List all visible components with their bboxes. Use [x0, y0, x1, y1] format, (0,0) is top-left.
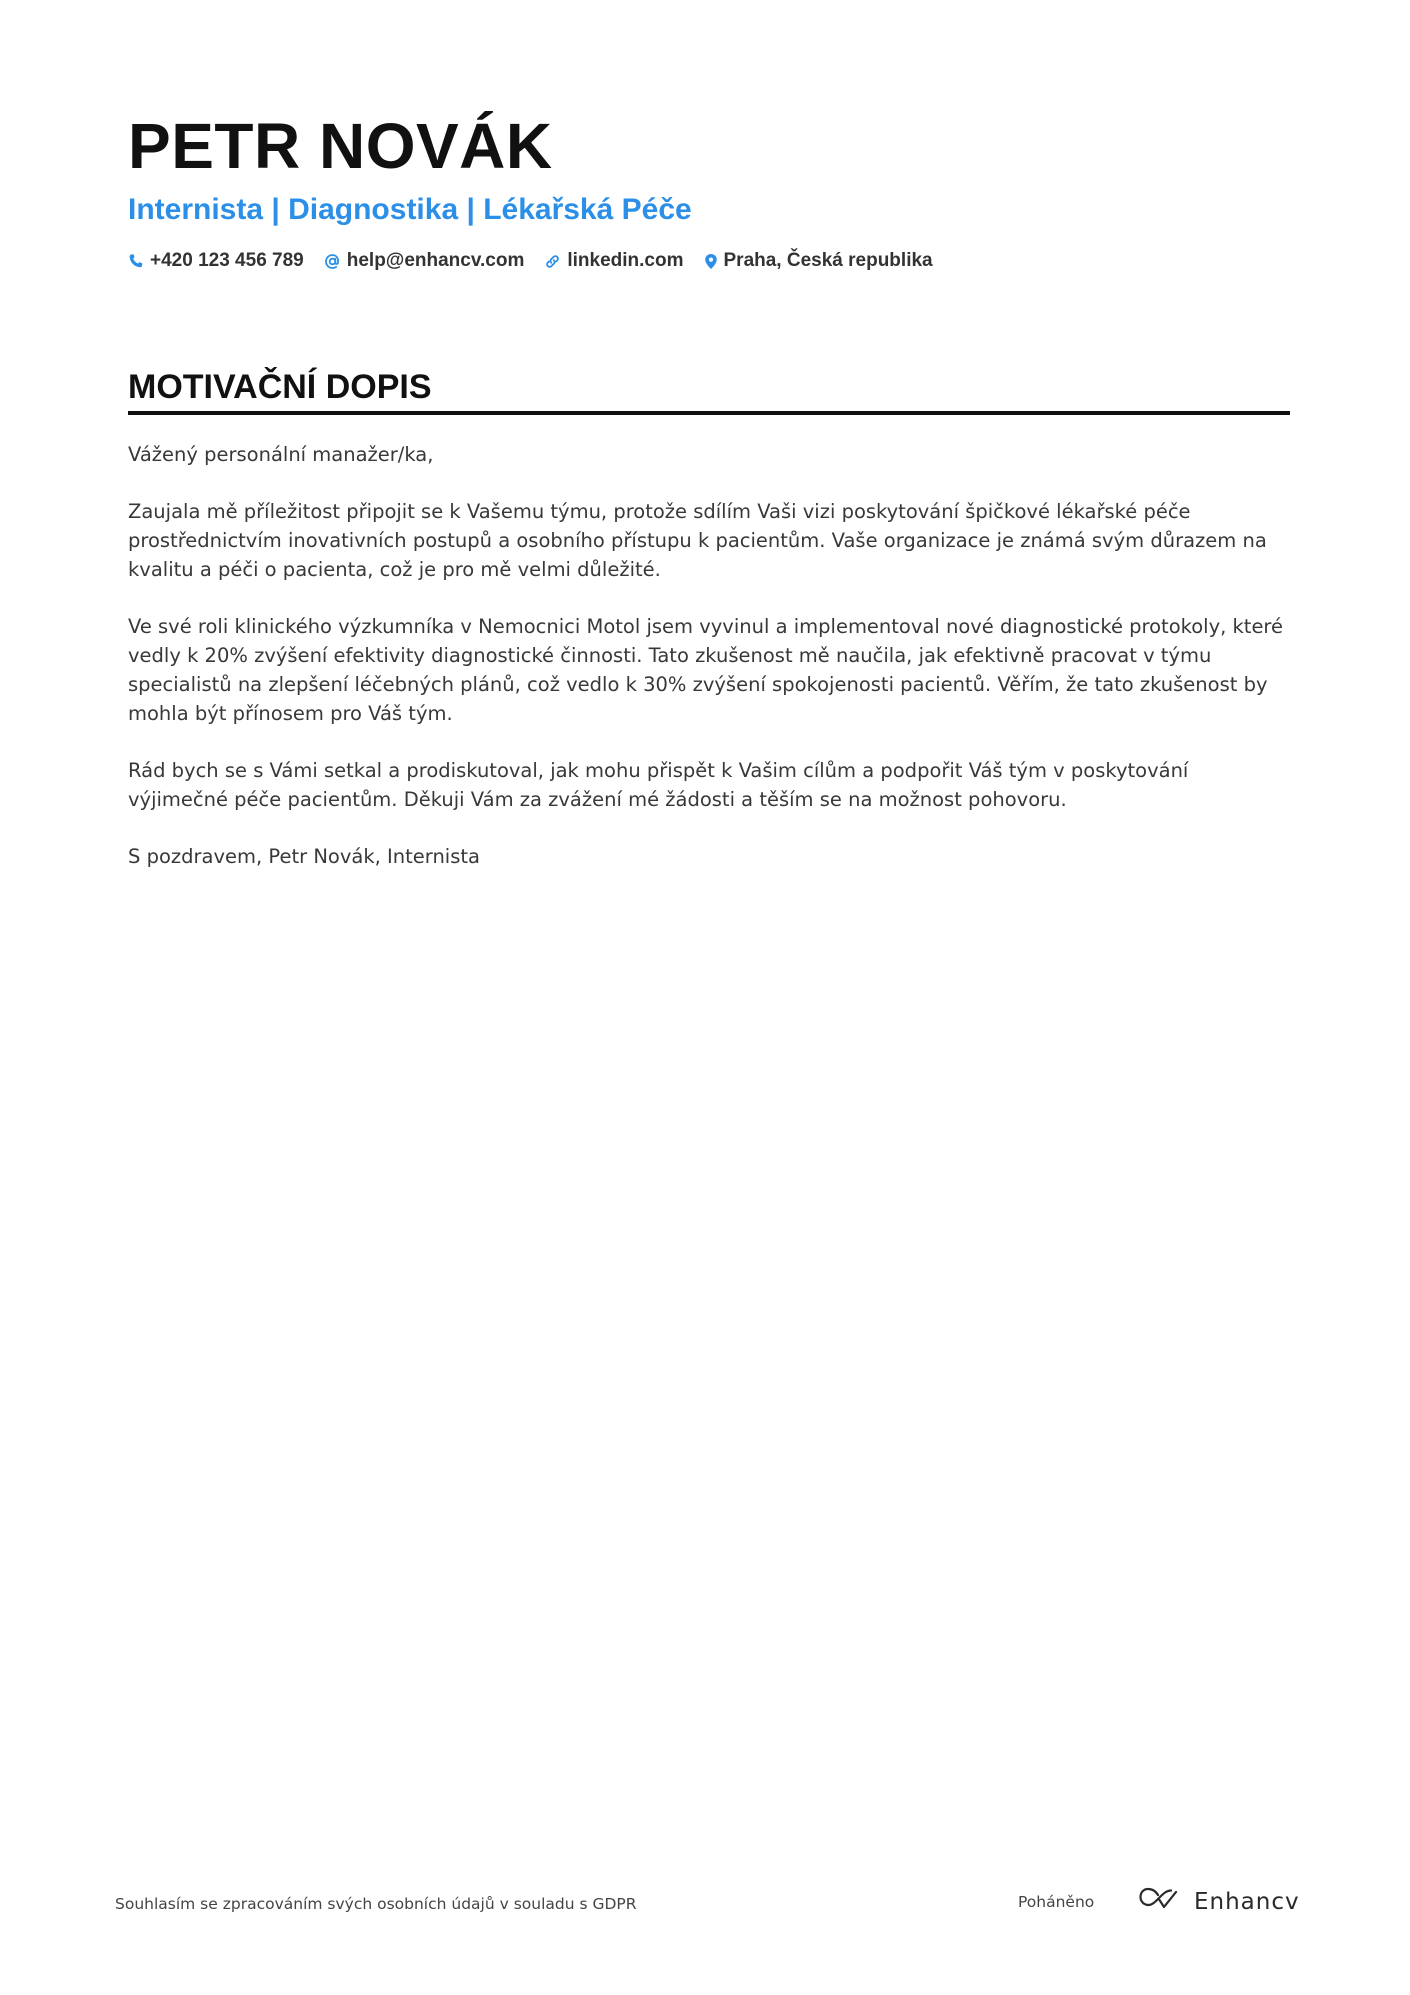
letter-closing: S pozdravem, Petr Novák, Internista: [128, 845, 480, 868]
gdpr-consent: Souhlasím se zpracováním svých osobních údajů v souladu s GDPR: [115, 1895, 637, 1913]
candidate-title: Internista | Diagnostika | Lékařská Péče: [128, 193, 692, 226]
enhancv-logo[interactable]: [1138, 1886, 1300, 1917]
section-title: MOTIVAČNÍ DOPIS: [128, 368, 432, 406]
at-icon: [324, 253, 341, 270]
enhancv-logo-icon: [1138, 1886, 1184, 1917]
contact-link[interactable]: [544, 248, 683, 274]
candidate-name: PETR NOVÁK: [128, 110, 553, 182]
phone-text: +420 123 456 789: [150, 250, 304, 271]
header: [128, 108, 1288, 274]
contact-location: [704, 248, 933, 274]
location-pin-icon: [704, 253, 718, 270]
section-header: [128, 365, 1290, 415]
location-text: Praha, Česká republika: [723, 250, 933, 271]
contact-bar: [128, 248, 1288, 274]
section-divider: [128, 411, 1290, 415]
phone-icon: [128, 253, 144, 269]
letter-body: [128, 440, 1290, 899]
link-icon: [544, 253, 561, 270]
letter-paragraph: Rád bych se s Vámi setkal a prodiskutoval, jak mohu přispět k Vašim cílům a podpořit Váš tým v poskytování výjimečné péče pacientům. Děkuji Vám za zvážení mé žádosti a těším se na možnost pohovoru.: [128, 759, 1189, 811]
link-text: linkedin.com: [567, 250, 684, 271]
email-text: help@enhancv.com: [346, 250, 525, 271]
powered-by-label: Poháněno: [1018, 1893, 1095, 1911]
enhancv-logo-text: Enhancv: [1194, 1888, 1300, 1915]
contact-phone: [128, 248, 304, 274]
letter-paragraph: Zaujala mě příležitost připojit se k Vašemu týmu, protože sdílím Vaši vizi poskytování špičkové lékařské péče prostřednictvím inovativních postupů a osobního přístupu k pacientům. Vaše organizace je známá svým důrazem na kvalitu a péči o pacienta, což je pro mě velmi důležité.: [128, 500, 1267, 581]
letter-greeting: Vážený personální manažer/ka,: [128, 443, 434, 466]
contact-email[interactable]: [324, 248, 525, 274]
letter-paragraph: Ve své roli klinického výzkumníka v Nemocnici Motol jsem vyvinul a implementoval nové diagnostické protokoly, které vedly k 20% zvýšení efektivity diagnostické činnosti. Tato zkušenost mě naučila, jak efektivně pracovat v týmu specialistů na zlepšení léčebných plánů, což vedlo k 30% zvýšení spokojenosti pacientů. Věřím, že tato zkušenost by mohla být přínosem pro Váš tým.: [128, 615, 1284, 725]
